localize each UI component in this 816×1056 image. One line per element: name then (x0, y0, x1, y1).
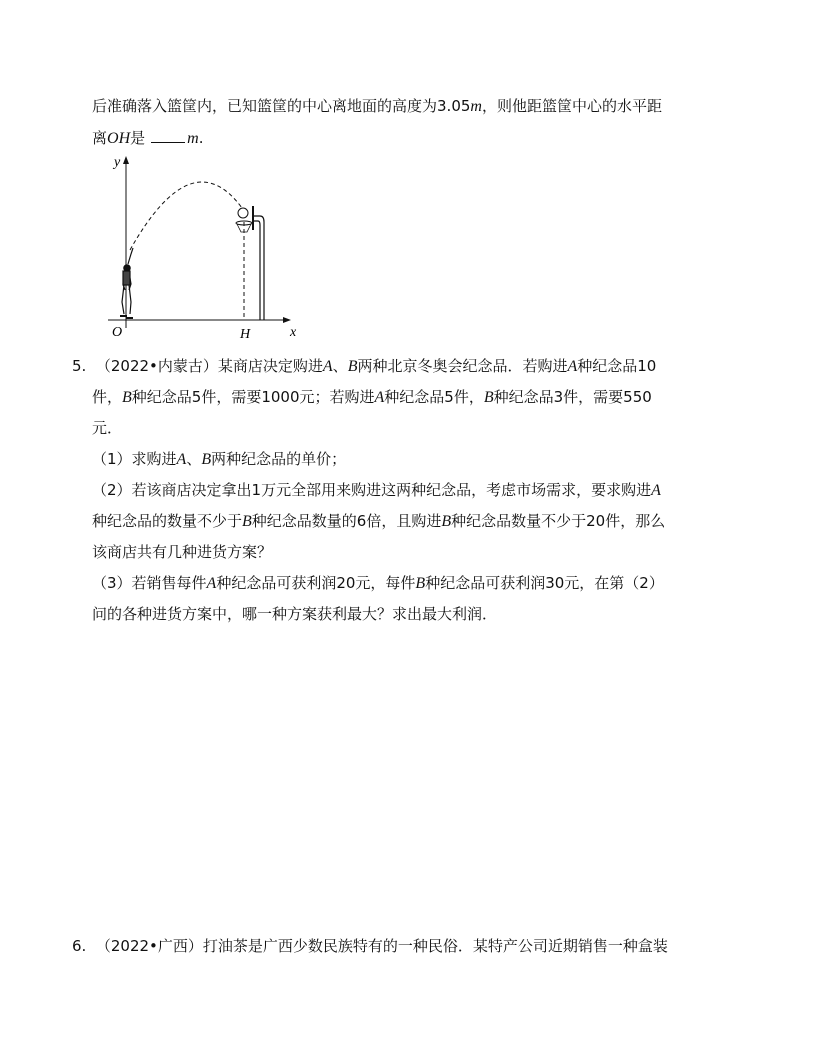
hoop-stand-pole (253, 216, 264, 320)
q5-sub2-line-3: 该商店共有几种进货方案？ (92, 543, 273, 561)
x-axis-arrow (283, 317, 291, 323)
q5-line-3: 元． (92, 419, 123, 437)
q5-line-1: 5. （2022•内蒙古）某商店决定购进A、B两种北京冬奥会纪念品．若购进A种纪念品10 (72, 357, 657, 375)
hoop-stand-pole-inner (253, 221, 260, 320)
q5-sub3-line-2: 问的各种进货方案中，哪一种方案获利最大？求出最大利润． (92, 605, 498, 623)
point-h-label: H (240, 327, 251, 342)
q6-line-1: 6. （2022•广西）打油茶是广西少数民族特有的一种民俗．某特产公司近期销售一种盒装 (72, 937, 668, 955)
answer-blank[interactable] (151, 128, 185, 143)
q5-sub1: （1）求购进A、B两种纪念品的单价； (92, 450, 347, 468)
origin-label: O (112, 325, 123, 340)
q5-sub2-line-1: （2）若该商店决定拿出1万元全部用来购进这两种纪念品，考虑市场需求，要求购进A (92, 481, 661, 499)
trajectory-dashed-curve (130, 182, 242, 250)
basketball-trajectory-figure (100, 150, 310, 345)
q4-line-2: 离OH是 m. (92, 129, 204, 147)
q5-sub2-line-2: 种纪念品的数量不少于B种纪念品数量的6倍，且购进B种纪念品数量不少于20件，那么 (92, 512, 666, 530)
basketball (238, 208, 248, 218)
y-axis-arrow (123, 156, 129, 164)
q5-number: 5. (72, 357, 87, 375)
q5-line-2: 件，B种纪念品5件，需要1000元；若购进A种纪念品5件，B种纪念品3件，需要550 (92, 388, 652, 406)
q5-sub3-line-1: （3）若销售每件A种纪念品可获利润20元，每件B种纪念品可获利润30元，在第（2） (92, 574, 664, 592)
y-axis-label: y (114, 155, 121, 170)
q6-number: 6. (72, 937, 87, 955)
x-axis-label: x (290, 325, 297, 340)
q4-line-1: 后准确落入篮筐内，已知篮筐的中心离地面的高度为3.05m，则他距篮筐中心的水平距 (92, 97, 662, 115)
